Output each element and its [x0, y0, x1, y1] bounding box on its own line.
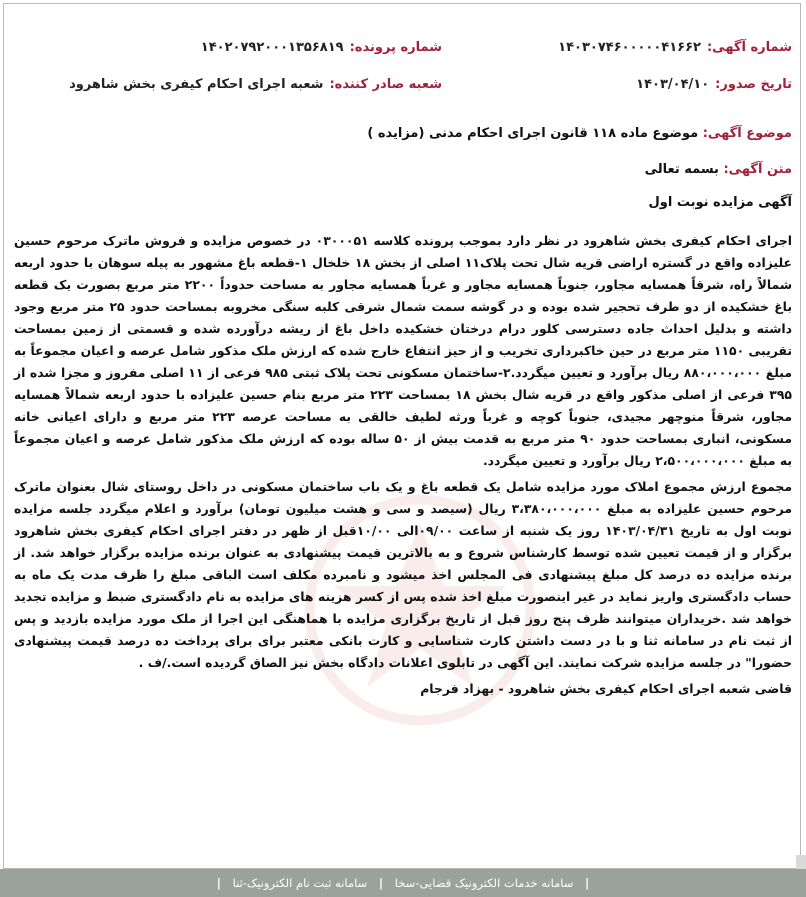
notice-body: [14, 230, 792, 704]
footer-separator: |: [585, 876, 590, 890]
ad-number-field: [558, 40, 792, 55]
ad-number-value: ۱۴۰۳۰۷۴۶۰۰۰۰۰۴۱۶۶۲: [558, 40, 701, 55]
issue-date-label: تاریخ صدور:: [715, 77, 792, 92]
subject-value: موضوع ماده ۱۱۸ قانون اجرای احکام مدنی (مزایده ): [367, 126, 699, 141]
subject-line: [367, 126, 792, 141]
issuer-field: [69, 77, 442, 92]
footer-link-sana[interactable]: سامانه ثبت نام الکترونیک-ثنا: [232, 876, 368, 890]
text-header-value: بسمه تعالی: [644, 162, 719, 177]
subject-label: موضوع آگهی:: [702, 126, 792, 141]
case-number-value: ۱۴۰۲۰۷۹۲۰۰۰۱۳۵۶۸۱۹: [200, 40, 344, 55]
notice-title: آگهی مزایده نوبت اول: [648, 195, 792, 210]
text-header-line: [645, 162, 792, 177]
issuer-label: شعبه صادر کننده:: [329, 77, 442, 92]
footer-separator: |: [378, 876, 384, 890]
body-paragraph-1: اجرای احکام کیفری بخش شاهرود در نظر دارد بموجب پرونده کلاسه ۰۳۰۰۰۵۱ در خصوص مزایده و فروش ماترک مرحوم حسین علیزاده واقع در گستره اراضی قریه شال تحت پلاک۱۱ اصلی از بخش ۱۸ خلخال ۱-قطعه باغ مشهور به پیله سوهان با حدود اربعه شمالاً راه، شرقاً همسایه مجاور، جنوباً همسایه مجاور و غرباً همسایه مجاور به مساحت حدوداً ۲۲۰۰ متر مربع بصورت یک قطعه باغ خشکیده از دو طرف تحجیر شده بوده و در گوشه سمت شمال شرقی کلبه سنگی مخروبه بمساحت حدود ۲۵ متر مربع وجود داشته و بدلیل احداث جاده دسترسی کلور درام درختان خشکیده داخل باغ از ریشه درآورده شده و قسمتی از زمین بمساحت تقریبی ۱۱۵۰ متر مربع در حین خاکبرداری تخریب و از حیز انتفاع خارج شده که ارزش ملک مذکور شامل عرصه و اعیان مجموعاً به مبلغ ۸۸۰،۰۰۰،۰۰۰ ریال برآورد و تعیین میگردد.۲-ساختمان مسکونی تحت پلاک ثبتی ۹۸۵ فرعی از ۱۱ اصلی مفروز و مجزا شده از ۳۹۵ فرعی از اصلی مذکور واقع در قریه شال بخش ۱۸ بمساحت ۲۲۳ متر مربع بنام حسین علیزاده با حدود اربعه شمالاً همسایه مجاور، شرقاً منوچهر مجیدی، جنوباً کوچه و غرباً ورثه لطیف خالقی به مساحت عرصه ۲۲۳ متر مربع و دارای اعیانی خانه مسکونی، انباری بمساحت حدود ۹۰ متر مربع به قدمت بیش از ۵۰ ساله بوده که ارزش ملک مذکور شامل عرصه و اعیان مجموعاً به مبلغ ۲،۵۰۰،۰۰۰،۰۰۰ ریال برآورد و تعیین میگردد.: [14, 233, 793, 468]
issue-date-field: [636, 77, 792, 92]
footer-separator: |: [216, 876, 221, 890]
body-paragraph-2: مجموع ارزش مجموع املاک مورد مزایده شامل یک قطعه باغ و یک باب ساختمان مسکونی در داخل روستای شال بعنوان ماترک مرحوم حسین علیزاده به مبلغ ۳،۳۸۰،۰۰۰،۰۰۰ ریال (سیصد و سی و هشت میلیون تومان) برآورد و اعلام میگردد جلسه مزایده نوبت اول به تاریخ ۱۴۰۳/۰۴/۳۱ روز یک شنبه از ساعت ۰۹/۰۰الی ۱۰/۰۰قبل از ظهر در دفتر اجرای احکام کیفری بخش شاهرود برگزار و از قیمت تعیین شده توسط کارشناس شروع و به بالاترین قیمت پیشنهادی به عنوان برنده مزایده برگزار خواهد شد. از برنده مزایده ده درصد کل مبلغ پیشنهادی فی المجلس اخذ میشود و نامبرده مکلف است الباقی مبلغ را ظرف مدت یک ماه به حساب دادگستری واریز نماید در غیر اینصورت مبلغ اخذ شده پس از کسر هزینه های مزایده به نام دادگستری ضبط و مزایده تجدید خواهد شد .خریداران میتوانند ظرف پنج روز قبل از تاریخ برگزاری مزایده با هماهنگی این اجرا از ملک مورد مزایده بازدید و پس از ثبت نام در سامانه ثنا و با در دست داشتن کارت شناسایی و کارت بانکی معتبر برای برای پرداخت ده درصد قیمت پیشنهادی حضورا" در جلسه مزایده شرکت نمایند. این آگهی در تابلوی اعلانات دادگاه بخش نیز الصاق گردیده است./ف .: [14, 479, 793, 670]
issue-date-value: ۱۴۰۳/۰۴/۱۰: [636, 77, 710, 92]
footer-link-sakha[interactable]: سامانه خدمات الکترونیک قضایی-سخا: [394, 876, 574, 890]
case-number-label: شماره پرونده:: [349, 40, 442, 55]
signature-line: قاضی شعبه اجرای احکام کیفری بخش شاهرود - بهزاد فرجام: [420, 681, 792, 696]
case-number-field: [201, 40, 442, 55]
scrollbar-corner[interactable]: [796, 855, 806, 869]
text-header-label: متن آگهی:: [723, 162, 792, 177]
footer-bar: [0, 869, 806, 897]
issuer-value: شعبه اجرای احکام کیفری بخش شاهرود: [69, 77, 324, 92]
ad-number-label: شماره آگهی:: [706, 40, 792, 55]
